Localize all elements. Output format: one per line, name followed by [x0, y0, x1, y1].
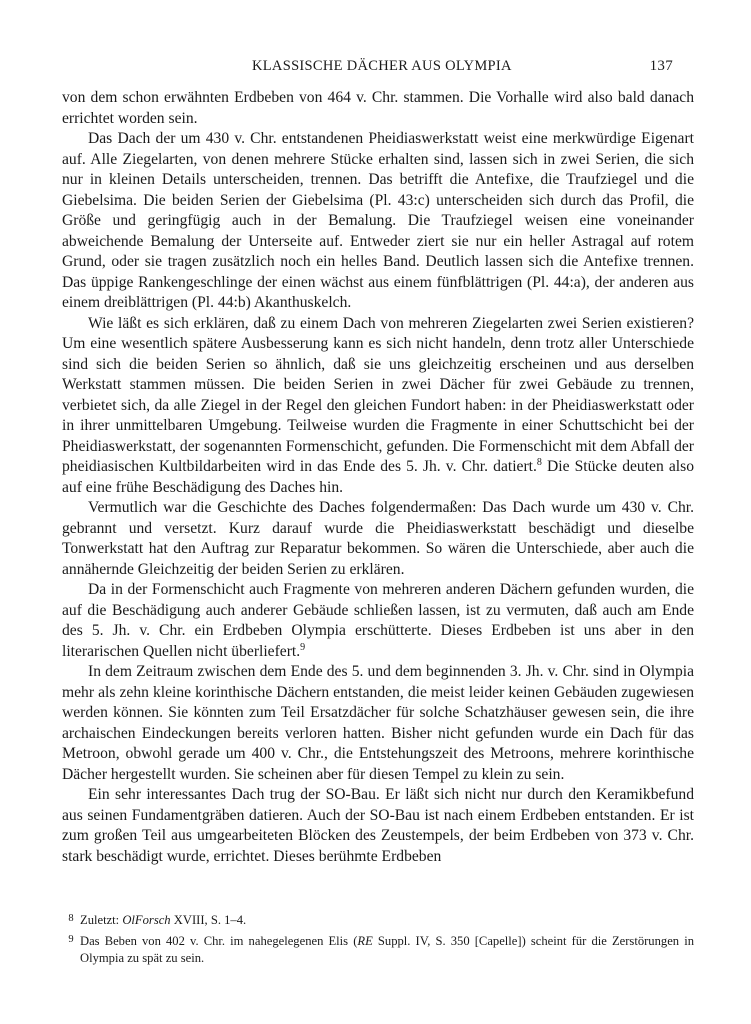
footnote: 8 Zuletzt: OlForsch XVIII, S. 1–4. — [62, 910, 694, 929]
paragraph: Vermutlich war die Geschichte des Daches folgendermaßen: Das Dach wurde um 430 v. Chr. gebrannt und versetzt. Kurz darauf wurde die Pheidiaswerkstatt beschädigt und dieselbe Tonwerkstatt hat den Auftrag zur Reparatur bekommen. So wären die Unterschiede, aber auch die annähernde Gleichzeitig der beiden Serien zu erklären. — [62, 499, 694, 578]
body-text — [62, 88, 694, 867]
paragraph: Ein sehr interessantes Dach trug der SO-Bau. Er läßt sich nicht nur durch den Keramikbefund aus seinen Fundamentgräben datieren. Auch der SO-Bau ist nach einem Erdbeben entstanden. Er ist zum großen Teil aus umgearbeiteten Blöcken des Zeustempels, der beim Erdbeben von 373 v. Chr. stark beschädigt wurde, errichtet. Dieses berühmte Erdbeben — [62, 786, 694, 865]
footnote-ref: 9 — [300, 641, 306, 653]
paragraph: Wie läßt es sich erklären, daß zu einem Dach von mehreren Ziegelarten zwei Serien existieren? Um eine wesentlich spätere Ausbesserung kann es sich nicht handeln, denn trotz aller Unterschiede sind sich die beiden Serien so ähnlich, daß sie uns gleichzeitig erscheinen und aus derselben Werkstatt stammen müssen. Die beiden Serien in zwei Dächer für zwei Gebäude zu trennen, verbietet sich, da alle Ziegel in der Regel den gleichen Fundort haben: in der Pheidiaswerkstatt oder in ihrer unmittelbaren Umgebung. Teilweise wurden die Fragmente in einer Schuttschicht bei der Pheidiaswerkstatt, der sogenannten Formenschicht, gefunden. Die Formenschicht mit dem Abfall der pheidiasischen Kultbildarbeiten wird in das Ende des 5. Jh. v. Chr. datiert.$^8$ Die Stücke deuten also auf eine frühe Beschädigung des Daches hin. — [62, 314, 694, 496]
footnote-ref: 8 — [536, 457, 542, 468]
paragraph: Da in der Formenschicht auch Fragmente von mehreren anderen Dächern gefunden wurden, die auf die Beschädigung auch anderer Gebäude schließen lassen, ist zu vermuten, daß auch am Ende des 5. Jh. v. Chr. ein Erdbeben Olympia erschütterte. Dieses Erdbeben ist uns aber in den literarischen Quellen nicht überliefert.$^9$ — [62, 581, 694, 660]
footnote-number: 9 — [68, 934, 74, 945]
running-head — [0, 58, 751, 80]
footnotes — [62, 910, 694, 969]
page-number: 137 — [649, 58, 673, 74]
paragraph: Das Dach der um 430 v. Chr. entstandenen Pheidiaswerkstatt weist eine merkwürdige Eigenart auf. Alle Ziegelarten, von denen mehrere Stücke erhalten sind, lassen sich in zwei Serien, die sich nur in kleinen Details unterscheiden, trennen. Das betrifft die Antefixe, die Traufziegel und die Giebelsima. Die beiden Serien der Giebelsima (Pl. 43:c) unterscheiden sich durch das Profil, die Größe und geringfügig auch in der Bemalung. Die Traufziegel weisen eine voneinander abweichende Bemalung der Unterseite auf. Entweder ziert sie nur ein heller Astragal auf rotem Grund, oder sie tragen zusätzlich noch ein helles Band. Deutlich lassen sich die Antefixe trennen. Das üppige Rankengeschlinge der einen wächst aus einem fünfblättrigen (Pl. 44:a), der anderen aus einem dreiblättrigen (Pl. 44:b) Akanthuskelch. — [62, 130, 694, 311]
paragraph: von dem schon erwähnten Erdbeben von 464 v. Chr. stammen. Die Vorhalle wird also bald danach errichtet worden sein. — [62, 89, 694, 127]
running-title: KLASSISCHE DÄCHER AUS OLYMPIA — [252, 58, 512, 74]
footnote-number: 8 — [68, 913, 74, 924]
paragraph: In dem Zeitraum zwischen dem Ende des 5. und dem beginnenden 3. Jh. v. Chr. sind in Olympia mehr als zehn kleine korinthische Dächern entstanden, die meist leider keinen Gebäuden zugewiesen werden können. Sie könnten zum Teil Ersatzdächer für solche Schatzhäuser gewesen sein, die ihre archaischen Eindeckungen bereits verloren hatten. Bisher nicht gefunden wurde ein Dach für das Metroon, obwohl gerade um 400 v. Chr., die Entstehungszeit des Metroons, mehrere korinthische Dächer hergestellt wurden. Sie scheinen aber für diesen Tempel zu klein zu sein. — [62, 663, 694, 783]
footnote: 9 Das Beben von 402 v. Chr. im nahegelegenen Elis (RE Suppl. IV, S. 350 [Capelle]) scheint für die Zerstörungen in Olympia zu spät zu sein. — [62, 931, 694, 967]
